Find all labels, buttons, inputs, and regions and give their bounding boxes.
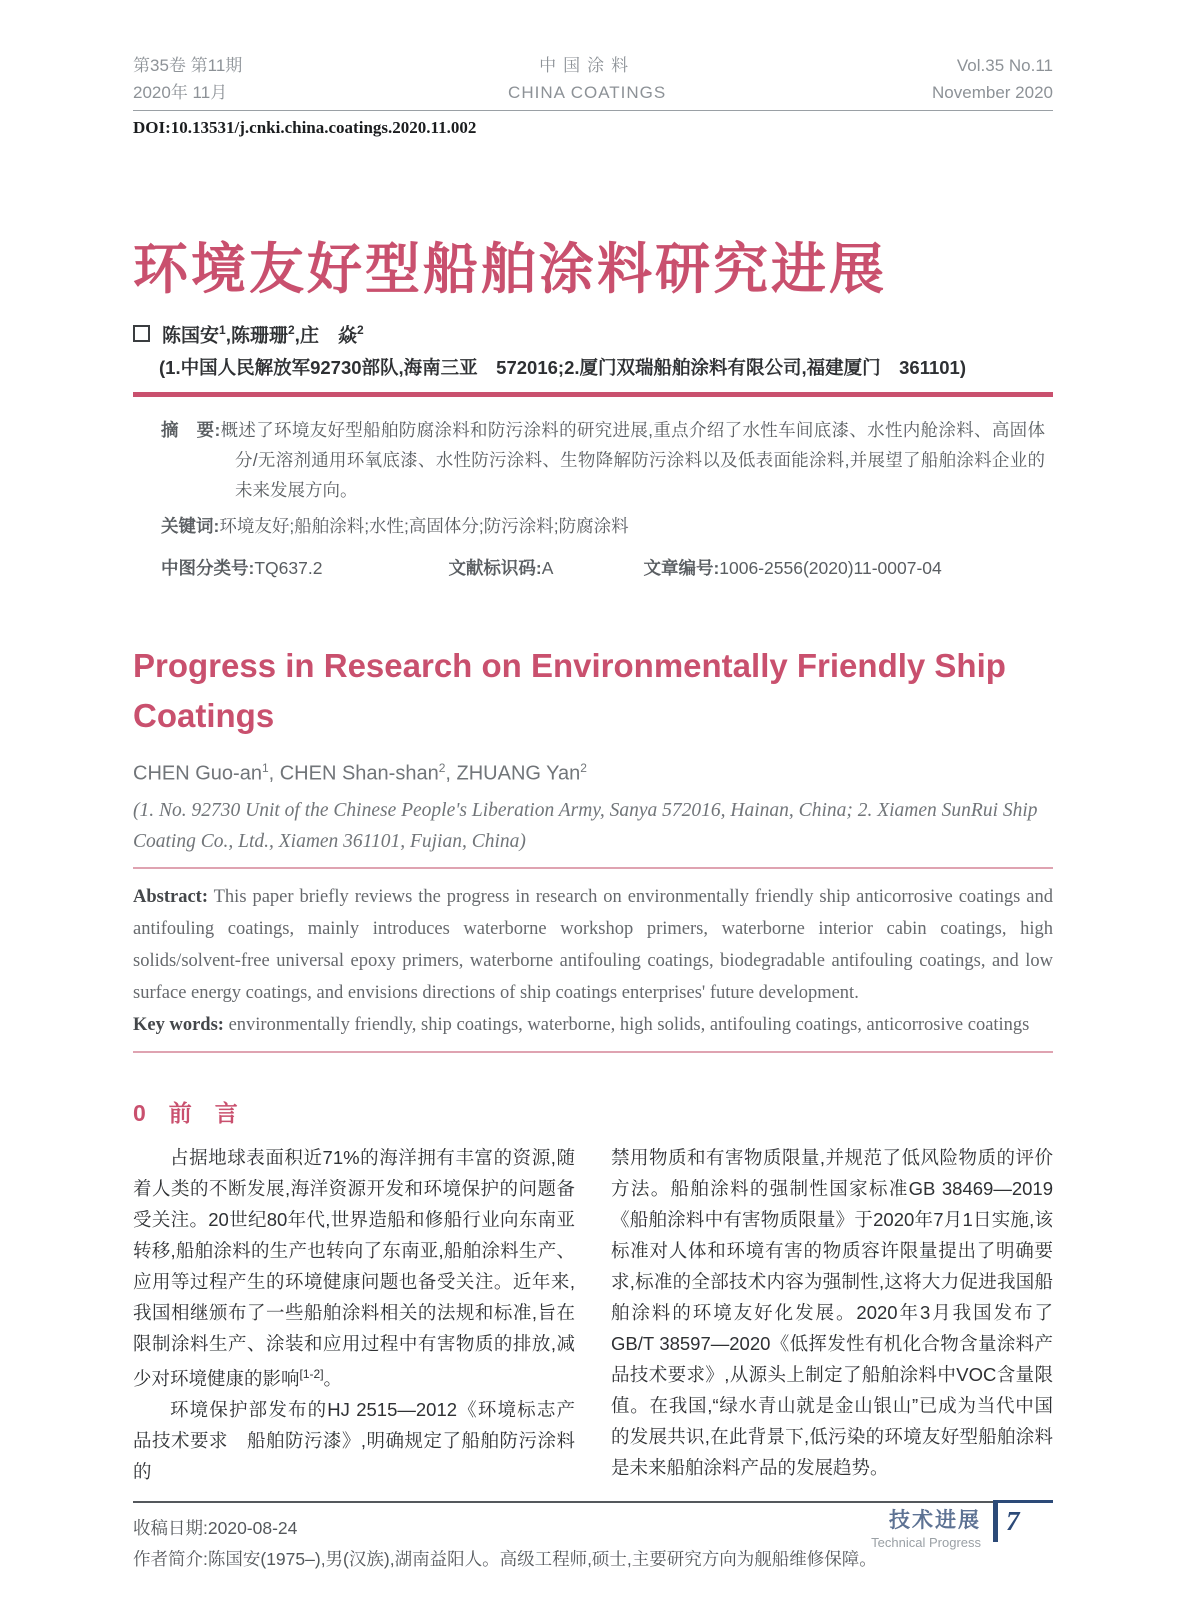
citation-ref: [1-2] — [299, 1366, 324, 1381]
section-name-zh: 技术进展 — [889, 1509, 981, 1532]
affiliation-en: (1. No. 92730 Unit of the Chinese People's Liberation Army, Sanya 572016, Hainan, China; 2. Xiamen SunRui Ship Coating Co., Ltd., Xiamen 361101, Fujian, China) — [133, 799, 1038, 852]
abstract-text-zh: 概述了环境友好型船舶防腐涂料和防污涂料的研究进展,重点介绍了水性车间底漆、水性内舱涂料、高固体分/无溶剂通用环氧底漆、水性防污涂料、生物降解防污涂料以及低表面能涂料,并展望了船舶涂料企业的未来发展方向。 — [220, 420, 1046, 501]
author-affil-sup: 2 — [356, 323, 364, 337]
column-right — [611, 1097, 1053, 1487]
author-zh: ,庄 焱 — [294, 325, 357, 347]
authors-zh-names — [162, 316, 364, 350]
abstract-zh — [161, 415, 1045, 505]
section-name-en: Technical Progress — [871, 1535, 981, 1550]
volume-issue-zh: 第35卷 第11期 — [133, 56, 243, 75]
classification-row — [161, 553, 1045, 583]
doi-line: DOI:10.13531/j.cnki.china.coatings.2020.11.002 — [133, 118, 477, 137]
section-heading-intro: 0 前 言 — [133, 1099, 238, 1126]
bracket-vertical-bar — [993, 1500, 998, 1542]
keywords-en — [133, 1009, 1053, 1041]
author-marker-square — [133, 325, 150, 342]
author-affil-sup: 2 — [287, 323, 295, 337]
body-columns — [133, 1097, 1053, 1487]
authors-en — [133, 755, 1053, 787]
author-affil-sup: 1 — [219, 323, 226, 337]
article-title-en — [133, 641, 1053, 741]
affiliation-zh: (1.中国人民解放军92730部队,海南三亚 572016;2.厦门双瑞船舶涂料有限公司,福建厦门 361101) — [159, 357, 967, 379]
article-title-zh: 环境友好型船舶涂料研究进展 — [133, 238, 888, 300]
page-content — [133, 0, 1053, 1575]
author-en: CHEN Guo-an — [133, 762, 262, 785]
clc-number: 中图分类号:TQ637.2 — [161, 558, 323, 579]
author-zh: ,陈珊珊 — [225, 325, 288, 347]
intro-paragraph-1: 占据地球表面积近71%的海洋拥有丰富的资源,随着人类的不断发展,海洋资源开发和环境保护的问题备受关注。20世纪80年代,世界造船和修船行业向东南亚转移,船舶涂料的生产也转向了东南亚,船舶涂料生产、应用等过程产生的环境健康问题也备受关注。近年来,我国相继颁布了一些船舶涂料相关的法规和标准,旨在限制涂料生产、涂装和应用过程中有害物质的排放,减少对环境健康的影响[1-2]。 — [133, 1146, 575, 1390]
masthead-journal-name — [508, 52, 666, 106]
abstract-divider-top — [133, 867, 1053, 869]
author-en: , CHEN Shan-shan — [268, 762, 439, 785]
author-affil-sup: 1 — [261, 761, 269, 776]
received-date: 收稿日期:2020-08-24 — [133, 1518, 298, 1539]
author-en: , ZHUANG Yan — [445, 762, 581, 785]
document-code: 文献标识码:A — [448, 558, 554, 579]
english-section — [133, 641, 1053, 1053]
masthead-divider — [133, 110, 1053, 111]
bracket-horizontal-bar — [998, 1500, 1053, 1503]
abstract-block-zh — [133, 415, 1053, 583]
abstract-label-en: Abstract: — [133, 886, 209, 907]
title-en-line1: Progress in Research on Environmentally Friendly Ship — [133, 647, 1006, 685]
abstract-text-en: This paper briefly reviews the progress in research on environmentally friendly ship anticorrosive coatings and antifouling coatings, mainly introduces waterborne workshop primers, waterborne interior cabin coatings, high solids/solvent-free universal epoxy primers, waterborne antifouling coatings, biodegradable antifouling coatings, and low surface energy coatings, and envisions directions of ship coatings enterprises' future development. — [133, 886, 1053, 1003]
masthead-volume-issue-en — [932, 52, 1053, 106]
intro-paragraph-3: 禁用物质和有害物质限量,并规范了低风险物质的评价方法。船舶涂料的强制性国家标准GB 38469—2019《船舶涂料中有害物质限量》于2020年7月1日实施,该标准对人体和环境有害的物质容许限量提出了明确要求,标准的全部技术内容为强制性,这将大力促进我国船舶涂料的环境友好化发展。2020年3月我国发布了GB/T 38597—2020《低挥发性有机化合物含量涂料产品技术要求》,从源头上制定了船舶涂料中VOC含量限值。在我国,“绿水青山就是金山银山”已成为当代中国的发展共识,在此背景下,低污染的环境友好型船舶涂料是未来船舶涂料产品的发展趋势。 — [611, 1146, 1053, 1478]
author-zh: 陈国安 — [162, 325, 220, 347]
abstract-label-zh: 摘 要: — [161, 420, 221, 441]
article-id: 文章编号:1006-2556(2020)11-0007-04 — [643, 558, 942, 579]
keywords-label-en: Key words: — [133, 1014, 224, 1035]
page-number-bracket — [993, 1500, 1055, 1546]
footer-section-labels — [871, 1500, 981, 1550]
author-affil-sup: 2 — [580, 761, 587, 776]
page-footer — [871, 1500, 1055, 1550]
author-bio: 作者简介:陈国安(1975–),男(汉族),湖南益阳人。高级工程师,硕士,主要研究方向为舰船维修保障。 — [133, 1549, 877, 1570]
author-affil-sup: 2 — [438, 761, 446, 776]
date-zh: 2020年 11月 — [133, 83, 228, 102]
journal-masthead — [133, 0, 1053, 106]
keywords-zh — [161, 511, 1045, 541]
abstract-divider-bottom — [133, 1051, 1053, 1053]
column-left — [133, 1097, 575, 1487]
masthead-volume-issue-zh — [133, 52, 242, 106]
date-en: November 2020 — [932, 83, 1053, 102]
journal-name-en: CHINA COATINGS — [508, 83, 667, 102]
keywords-label-zh: 关键词: — [161, 516, 220, 537]
authors-zh — [133, 316, 1053, 350]
keywords-text-zh: 环境友好;船舶涂料;水性;高固体分;防污涂料;防腐涂料 — [219, 516, 629, 537]
abstract-en — [133, 881, 1053, 1009]
journal-name-zh: 中国涂料 — [539, 56, 636, 75]
title-en-line2: Coatings — [133, 697, 275, 735]
volume-issue-en: Vol.35 No.11 — [956, 56, 1053, 75]
page-number: 7 — [1006, 1506, 1020, 1536]
title-divider-rule — [133, 392, 1053, 397]
keywords-text-en: environmentally friendly, ship coatings, waterborne, high solids, antifouling coatings, anticorrosive coatings — [223, 1014, 1030, 1035]
intro-paragraph-2: 环境保护部发布的HJ 2515—2012《环境标志产品技术要求 船舶防污漆》,明确规定了船舶防污涂料的 — [133, 1399, 575, 1483]
